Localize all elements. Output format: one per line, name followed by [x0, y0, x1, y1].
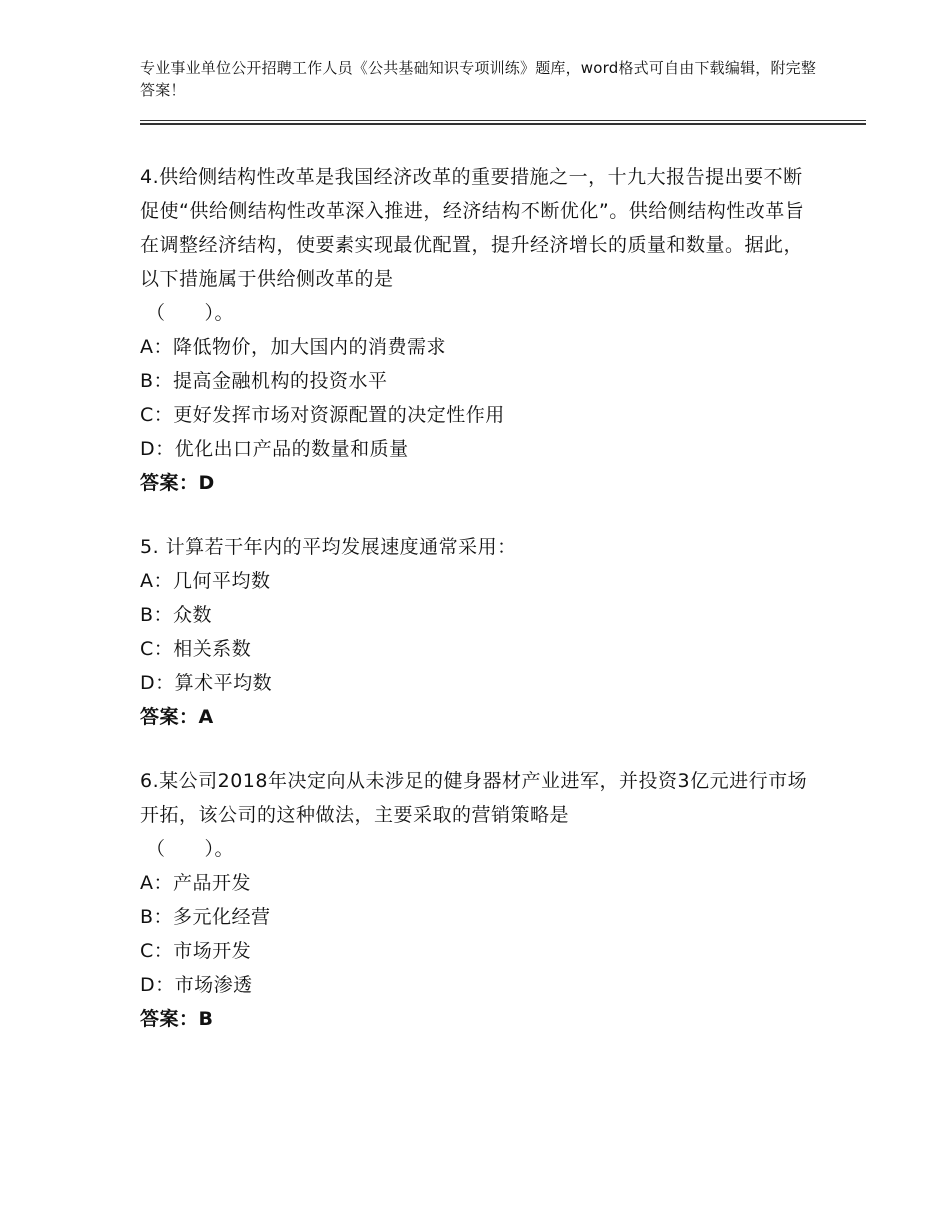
header-rule-bottom: [140, 123, 866, 125]
option-d: D：优化出口产品的数量和质量: [140, 438, 409, 460]
answer-blank: （ ）。: [146, 302, 235, 324]
question-text: 5. 计算若干年内的平均发展速度通常采用：: [140, 536, 517, 558]
option-c: C：市场开发: [140, 940, 252, 962]
option-d: D：市场渗透: [140, 974, 253, 996]
header-rule-top: [140, 120, 866, 121]
option-a: A：降低物价，加大国内的消费需求: [140, 336, 446, 358]
option-b: B：众数: [140, 604, 213, 626]
answer-key: 答案：D: [140, 472, 215, 494]
question-text: 4.供给侧结构性改革是我国经济改革的重要措施之一，十九大报告提出要不断促使“供给侧结构性改革深入推进，经济结构不断优化”。供给侧结构性改革旨在调整经济结构，使要素实现最优配置，提升经济增长的质量和数量。据此，以下措施属于供给侧改革的是: [140, 166, 805, 290]
option-b: B：提高金融机构的投资水平: [140, 370, 388, 392]
option-a: A：产品开发: [140, 872, 251, 894]
option-b: B：多元化经营: [140, 906, 271, 928]
answer-key: 答案：B: [140, 1008, 214, 1030]
answer-blank: （ ）。: [146, 838, 235, 860]
question-text: 6.某公司2018年决定向从未涉足的健身器材产业进军，并投资3亿元进行市场开拓，该公司的这种做法，主要采取的营销策略是: [140, 770, 808, 826]
option-c: C：更好发挥市场对资源配置的决定性作用: [140, 404, 505, 426]
option-a: A：几何平均数: [140, 570, 271, 592]
question-4: [140, 160, 820, 500]
question-6: [140, 764, 820, 1036]
answer-key: 答案：A: [140, 706, 214, 728]
option-c: C：相关系数: [140, 638, 252, 660]
option-d: D：算术平均数: [140, 672, 273, 694]
question-5: [140, 530, 820, 734]
question-list: [140, 160, 820, 1066]
page-header: 专业事业单位公开招聘工作人员《公共基础知识专项训练》题库，word格式可自由下载编辑，附完整答案！: [140, 59, 817, 99]
